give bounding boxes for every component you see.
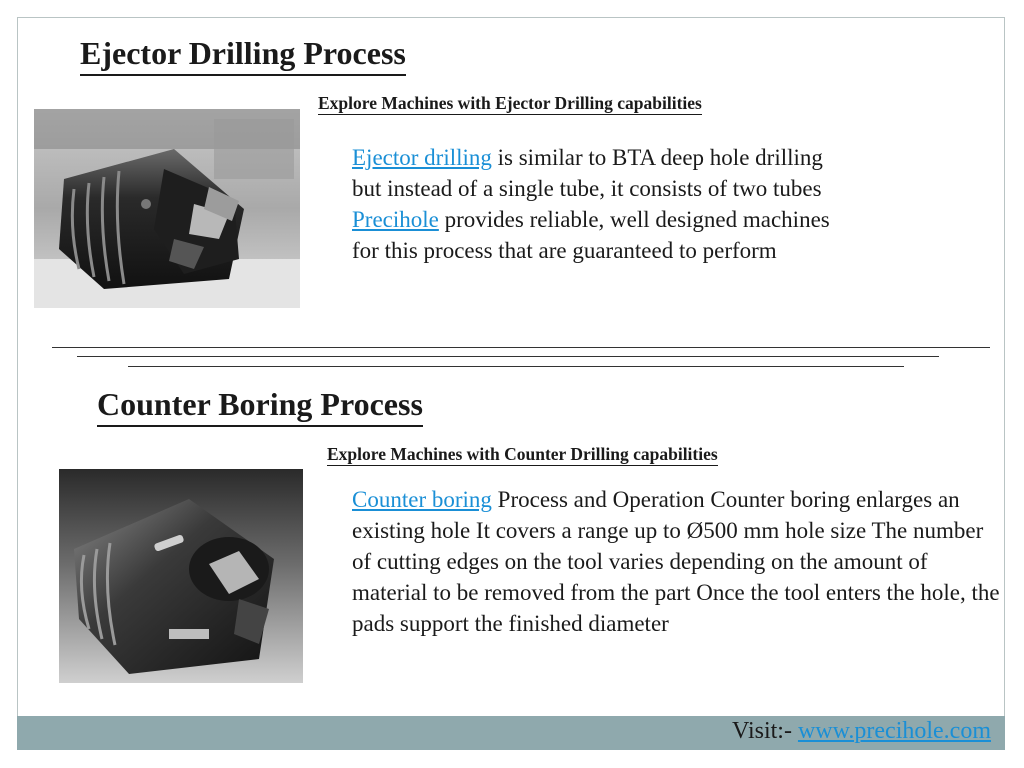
section-title-ejector-drilling: Ejector Drilling Process	[80, 34, 406, 76]
link-counter-boring[interactable]: Counter boring	[352, 487, 492, 512]
ejector-drilling-description	[352, 142, 852, 266]
counter-boring-description	[352, 484, 1002, 639]
description-part-2: provides reliable, well designed machines for this process that are guaranteed to perform	[352, 207, 830, 263]
subtitle-counter-drilling-machines[interactable]: Explore Machines with Counter Drilling capabilities	[327, 444, 718, 464]
website-link[interactable]: www.precihole.com	[797, 718, 991, 744]
link-ejector-drilling[interactable]: Ejector drilling	[352, 145, 492, 170]
footer-bar	[17, 716, 1005, 750]
counterbore-tool-image-icon	[59, 469, 303, 683]
description-part-1: is similar to BTA deep hole drilling but instead of a single tube, it consists of two tubes	[352, 145, 823, 201]
drill-head-image-icon	[34, 109, 300, 308]
description-text: Process and Operation Counter boring enlarges an existing hole It covers a range up to Ø500 mm hole size The number of cutting edges on the tool varies depending on the amount of material to be removed from the part Once the tool enters the hole, the pads support the finished diameter	[352, 487, 1000, 636]
divider-line	[77, 356, 939, 357]
footer-prefix: Visit:-	[732, 718, 798, 744]
subtitle-ejector-drilling-machines[interactable]: Explore Machines with Ejector Drilling capabilities	[318, 93, 702, 113]
divider-line	[52, 347, 990, 348]
divider-line	[128, 366, 904, 367]
ejector-drill-head-photo	[34, 109, 300, 308]
section-title-counter-boring: Counter Boring Process	[97, 385, 423, 427]
link-precihole[interactable]: Precihole	[352, 207, 439, 232]
counterbore-tool-photo	[59, 469, 303, 683]
footer-visit	[732, 716, 991, 746]
